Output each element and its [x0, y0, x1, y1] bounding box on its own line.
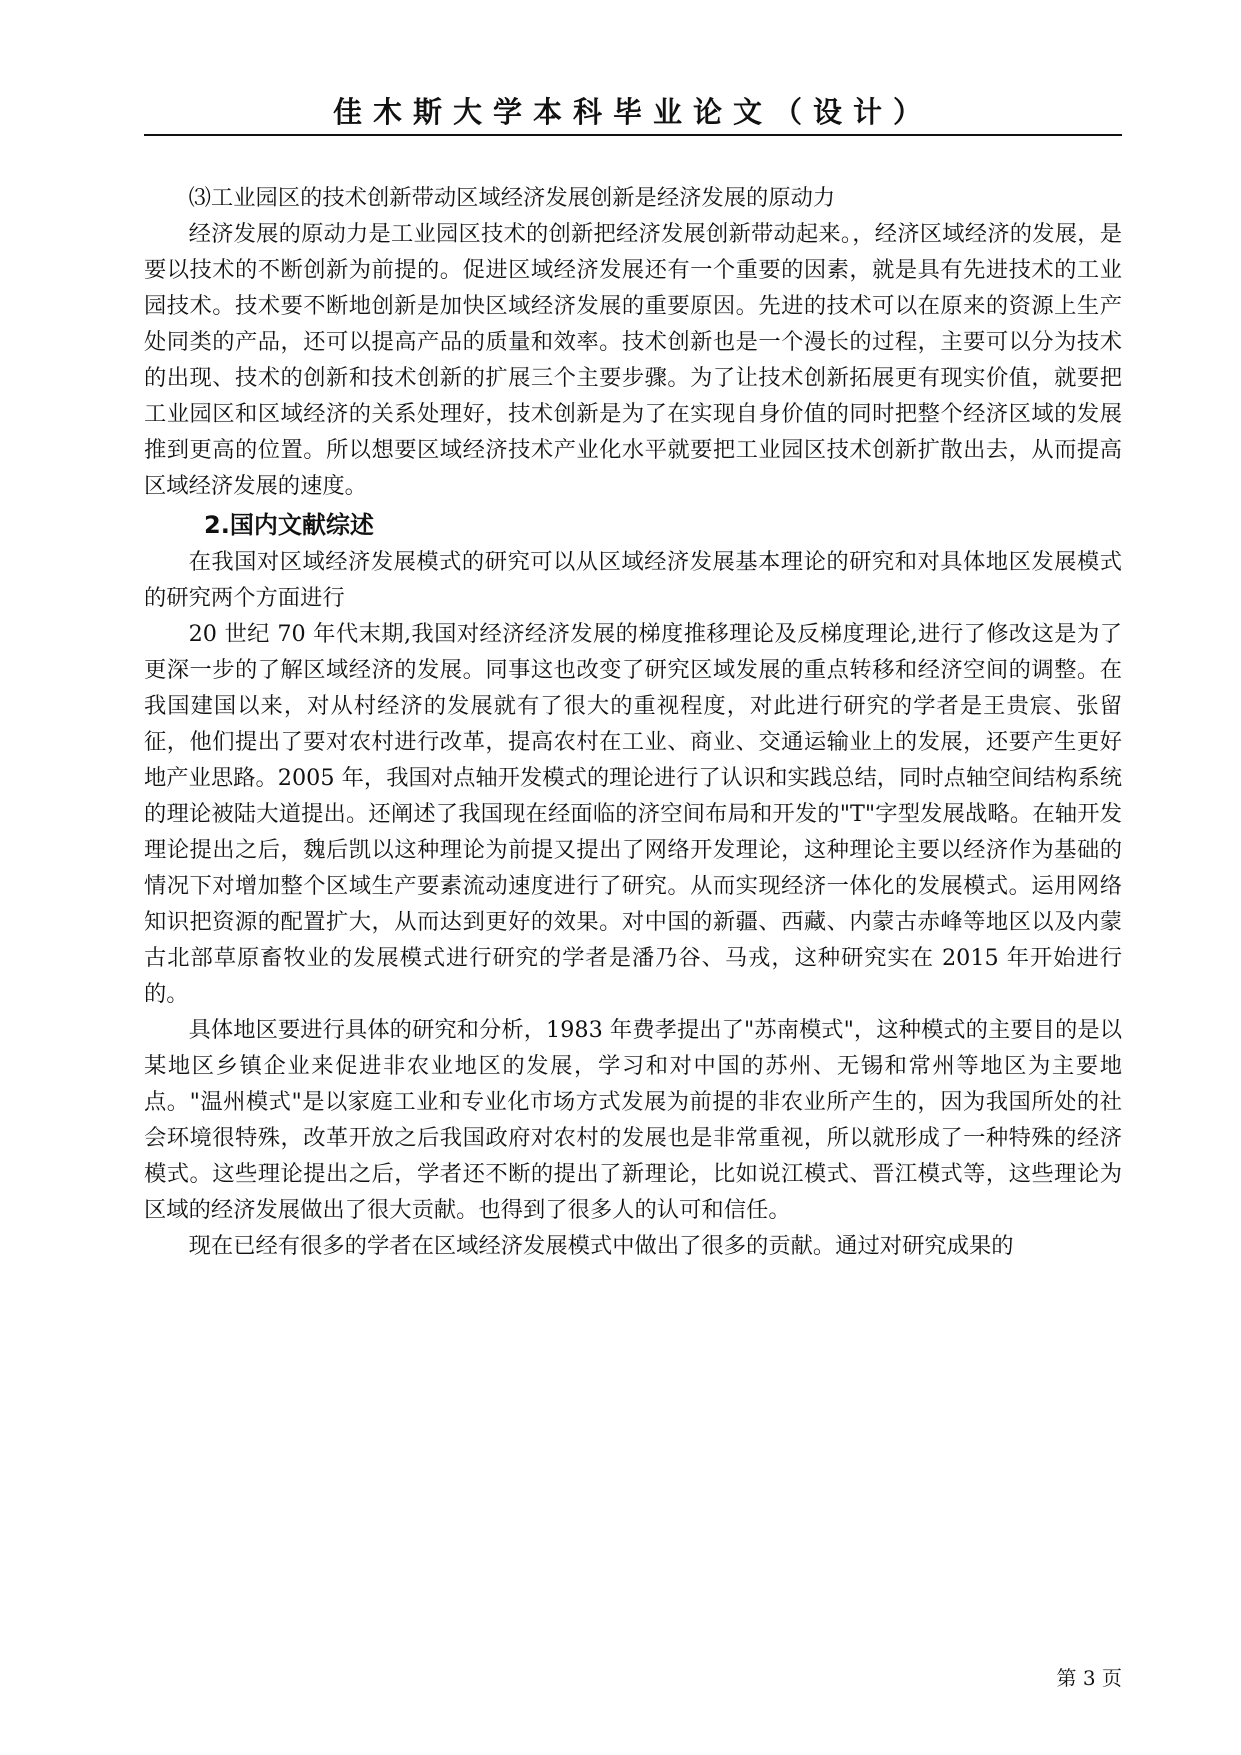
- paragraph-research-overview: 在我国对区域经济发展模式的研究可以从区域经济发展基本理论的研究和对具体地区发展模式的研究两个方面进行: [144, 549, 1122, 611]
- section-heading-literature-review: 2.国内文献综述: [204, 511, 374, 539]
- paragraph-contributions: 现在已经有很多的学者在区域经济发展模式中做出了很多的贡献。通过对研究成果的: [188, 1233, 1014, 1259]
- paragraph-regional-models: 具体地区要进行具体的研究和分析，1983 年费孝提出了"苏南模式"，这种模式的主要目的是以某地区乡镇企业来促进非农业地区的发展，学习和对中国的苏州、无锡和常州等地区为主要地点。"温州模式"是以家庭工业和专业化市场方式发展为前提的非农业所产生的，因为我国所处的社会环境很特殊，改革开放之后我国政府对农村的发展也是非常重视，所以就形成了一种特殊的经济模式。这些理论提出之后，学者还不断的提出了新理论，比如说江模式、晋江模式等，这些理论为区域的经济发展做出了很大贡献。也得到了很多人的认可和信任。: [144, 1017, 1122, 1223]
- page-header: [144, 92, 1122, 132]
- page-number: 第 3 页: [1056, 1666, 1122, 1690]
- subsection-title-3: ⑶工业园区的技术创新带动区域经济发展创新是经济发展的原动力: [188, 185, 836, 211]
- header-title: 佳木斯大学本科毕业论文（设计）: [332, 95, 933, 129]
- paragraph-tech-innovation: 经济发展的原动力是工业园区技术的创新把经济发展创新带动起来。，经济区域经济的发展，是要以技术的不断创新为前提的。促进区域经济发展还有一个重要的因素，就是具有先进技术的工业园技术。技术要不断地创新是加快区域经济发展的重要原因。先进的技术可以在原来的资源上生产处同类的产品，还可以提高产品的质量和效率。技术创新也是一个漫长的过程，主要可以分为技术的出现、技术的创新和技术创新的扩展三个主要步骤。为了让技术创新拓展更有现实价值，就要把工业园区和区域经济的关系处理好，技术创新是为了在实现自身价值的同时把整个经济区域的发展推到更高的位置。所以想要区域经济技术产业化水平就要把工业园区技术创新扩散出去，从而提高区域经济发展的速度。: [144, 221, 1122, 499]
- paragraph-theory-history: 20 世纪 70 年代末期,我国对经济经济发展的梯度推移理论及反梯度理论,进行了修改这是为了更深一步的了解区域经济的发展。同事这也改变了研究区域发展的重点转移和经济空间的调整。在我国建国以来，对从村经济的发展就有了很大的重视程度，对此进行研究的学者是王贵宸、张留征，他们提出了要对农村进行改革，提高农村在工业、商业、交通运输业上的发展，还要产生更好地产业思路。2005 年，我国对点轴开发模式的理论进行了认识和实践总结，同时点轴空间结构系统的理论被陆大道提出。还阐述了我国现在经面临的济空间布局和开发的"T"字型发展战略。在轴开发理论提出之后，魏后凯以这种理论为前提又提出了网络开发理论，这种理论主要以经济作为基础的情况下对增加整个区域生产要素流动速度进行了研究。从而实现经济一体化的发展模式。运用网络知识把资源的配置扩大，从而达到更好的效果。对中国的新疆、西藏、内蒙古赤峰等地区以及内蒙古北部草原畜牧业的发展模式进行研究的学者是潘乃谷、马戎，这种研究实在 2015 年开始进行的。: [144, 621, 1123, 1007]
- header-divider: [144, 134, 1122, 136]
- body-content: [144, 180, 1122, 1264]
